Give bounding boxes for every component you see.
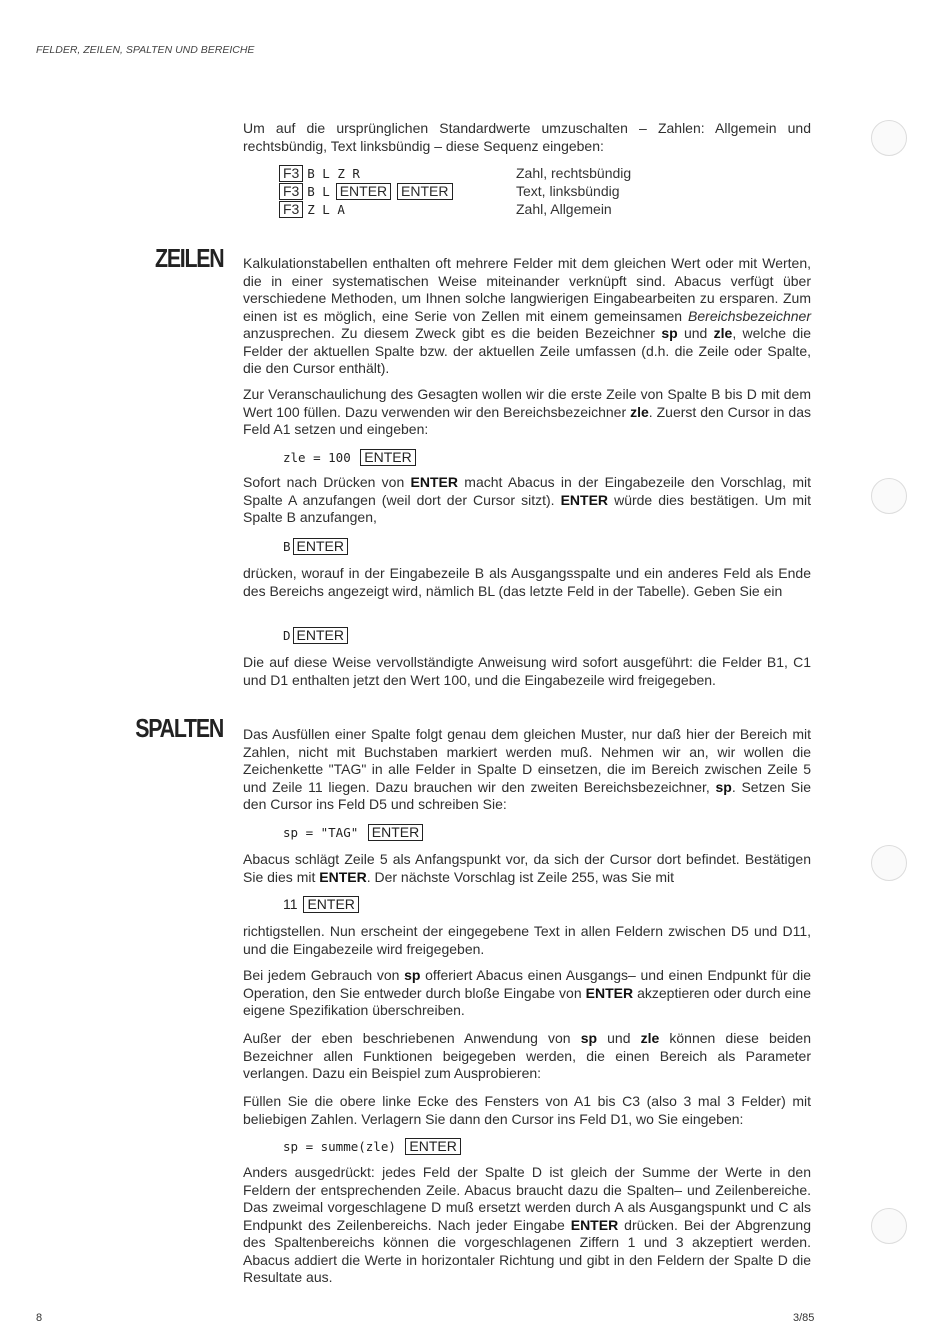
f3-key: F3: [279, 183, 303, 200]
sequence-row: [279, 201, 345, 218]
enter-key: ENTER: [293, 538, 348, 555]
sequence-row: [279, 183, 453, 200]
punch-hole: [871, 845, 907, 881]
enter-key: ENTER: [293, 627, 348, 644]
code-example: D ENTER: [283, 627, 348, 644]
spalten-paragraph-6: Füllen Sie die obere linke Ecke des Fensters von A1 bis C3 (also 3 mal 3 Felder) mit beliebigen Zahlen. Verlagern Sie dann den Cursor ins Feld D1, wo Sie eingeben:: [243, 1093, 811, 1127]
zeilen-paragraph-1: Kalkulationstabellen enthalten oft mehrere Felder mit dem gleichen Wert oder mit Werten, die in einer systematischen Weise miteinander verknüpft sind. Abacus verfügt über verschiedene Methoden, um Ihnen solche langwierigen Eingabearbeiten zu ersparen. Zum einen ist es möglich, eine Serie von Zellen mit einem gemeinsamen Bereichsbezeichner anzusprechen. Zu diesem Zweck gibt es die beiden Bezeichner sp und zle, welche die Felder der aktuellen Spalte bzw. der aktuellen Zeile umfassen (d.h. die Zeile oder Spalte, die den Cursor enthält).: [243, 255, 812, 376]
spalten-paragraph-7: Anders ausgedrückt: jedes Feld der Spalte D ist gleich der Summe der Werte in den Feldern der entsprechenden Zeile. Abacus braucht dazu die Spalten– und Zeilenbereiche. Das zweimal vorgeschlagene D muß ersetzt werden durch A als Ausgangspunkt und C als Endpunkt des Zeilenbereichs. Nach jeder Eingabe ENTER drücken. Bei der Abgrenzung des Spaltenbereichs können die vorgeschlagenen Ziffern 1 und 3 akzeptiert werden. Abacus addiert die Werte in horizontaler Richtung und gibt in den Feldern der Spalte D die Resultate aus.: [243, 1164, 811, 1285]
punch-hole: [871, 120, 907, 156]
enter-key: ENTER: [336, 183, 391, 200]
sequence-letters: Z L A: [307, 202, 345, 217]
code-example: 11 ENTER: [283, 896, 359, 913]
enter-key: ENTER: [397, 183, 452, 200]
sequence-description: Zahl, rechtsbündig: [516, 165, 632, 181]
zeilen-paragraph-2: Zur Veranschaulichung des Gesagten wollen wir die erste Zeile von Spalte B bis D mit dem Wert 100 füllen. Dazu verwenden wir den Bereichsbezeichner zle. Zuerst den Cursor in das Feld A1 setzen und eingeben:: [243, 386, 811, 437]
zeilen-paragraph-3: Sofort nach Drücken von ENTER macht Abacus in der Eingabezeile den Vorschlag, mit Spalte A anzufangen (weil dort der Cursor sitzt). ENTER würde dies bestätigen. Um mit Spalte B anzufangen,: [243, 474, 811, 525]
section-heading-zeilen: ZEILEN: [154, 243, 223, 273]
zeilen-paragraph-5: Die auf diese Weise vervollständigte Anweisung wird sofort ausgeführt: die Felder B1, C1 und D1 enthalten jetzt den Wert 100, und die Eingabezeile wird freigegeben.: [243, 654, 811, 688]
code-example: zle = 100 ENTER: [283, 449, 416, 466]
punch-hole: [871, 478, 907, 514]
sequence-description: Text, linksbündig: [516, 183, 620, 199]
code-example: sp = summe(zle) ENTER: [283, 1138, 461, 1155]
enter-key: ENTER: [303, 896, 358, 913]
sequence-letters: B L: [307, 184, 330, 199]
punch-hole: [871, 1208, 907, 1244]
spalten-paragraph-3: richtigstellen. Nun erscheint der eingegebene Text in allen Feldern zwischen D5 und D11, und die Eingabezeile wird freigegeben.: [243, 923, 811, 957]
running-head: FELDER, ZEILEN, SPALTEN UND BEREICHE: [36, 44, 255, 56]
sequence-description: Zahl, Allgemein: [516, 201, 612, 217]
spalten-paragraph-5: Außer der eben beschriebenen Anwendung von sp und zle können diese beiden Bezeichner allen Funktionen beigegeben werden, die einen Bereich als Parameter verlangen. Dazu ein Beispiel zum Ausprobieren:: [243, 1030, 812, 1081]
edition-mark: 3/85: [793, 1312, 815, 1324]
code-example: B ENTER: [283, 538, 348, 555]
section-heading-spalten: SPALTEN: [135, 713, 223, 743]
enter-key: ENTER: [405, 1138, 460, 1155]
sequence-letters: B L Z R: [307, 166, 360, 181]
zeilen-paragraph-4: drücken, worauf in der Eingabezeile B als Ausgangsspalte und ein anderes Feld als Ende des Bereichs angezeigt wird, nämlich BL (das letzte Feld in der Tabelle). Geben Sie ein: [243, 565, 811, 599]
sequence-row: [279, 165, 360, 182]
f3-key: F3: [279, 165, 303, 182]
page-number: 8: [36, 1312, 43, 1324]
spalten-paragraph-1: Das Ausfüllen einer Spalte folgt genau dem gleichen Muster, nur daß hier der Bereich mit Zahlen, nicht mit Buchstaben markiert werden muß. Nehmen wir an, wir wollen die Zeichenkette "TAG" in alle Felder in Spalte D einsetzen, die im Bereich zwischen Zeile 5 und Zeile 11 liegen. Dazu brauchen wir den zweiten Bereichsbezeichner, sp. Setzen Sie den Cursor ins Feld D5 und schreiben Sie:: [243, 726, 812, 812]
code-example: sp = "TAG" ENTER: [283, 824, 423, 841]
enter-key: ENTER: [360, 449, 415, 466]
spalten-paragraph-4: Bei jedem Gebrauch von sp offeriert Abacus einen Ausgangs– und einen Endpunkt für die Operation, den Sie entweder durch bloße Eingabe von ENTER akzeptieren oder durch eine eigene Spezifikation überschreiben.: [243, 967, 812, 1018]
enter-key: ENTER: [368, 824, 423, 841]
f3-key: F3: [279, 201, 303, 218]
intro-paragraph: Um auf die ursprünglichen Standardwerte umzuschalten – Zahlen: Allgemein und rechtsbündig, Text linksbündig – diese Sequenz eingeben:: [243, 120, 811, 154]
spalten-paragraph-2: Abacus schlägt Zeile 5 als Anfangspunkt vor, da sich der Cursor dort befindet. Bestätigen Sie dies mit ENTER. Der nächste Vorschlag ist Zeile 255, was Sie mit: [243, 851, 811, 885]
